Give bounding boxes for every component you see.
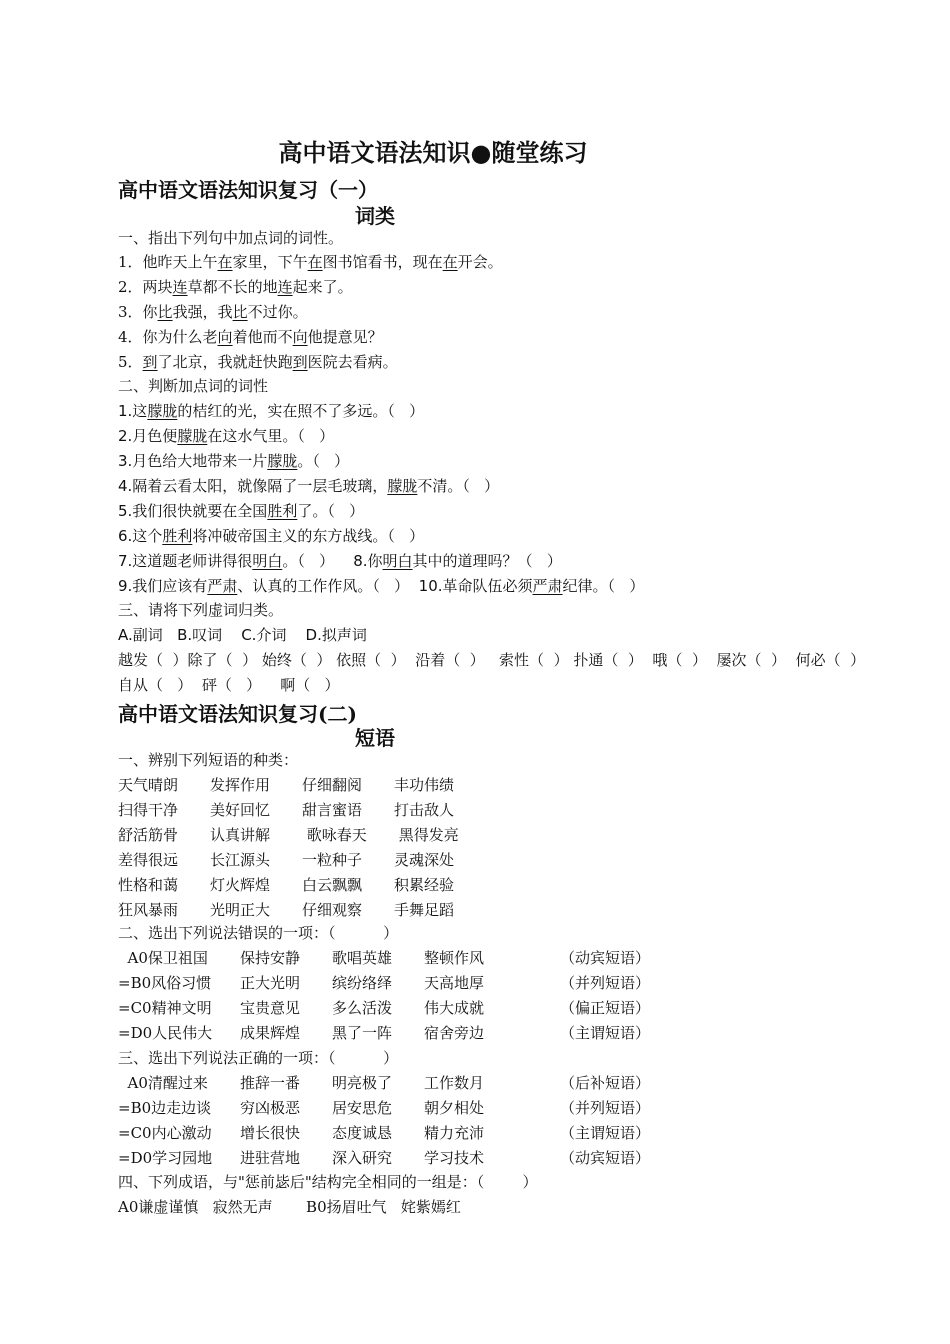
sentence-text: 6.这个 (118, 527, 163, 545)
s2-part3-cell: 深入研究 (332, 1149, 393, 1167)
s2-part2-cell: 宝贵意见 (240, 999, 301, 1017)
underlined-word: 连 (277, 278, 293, 296)
s2-part3-cell: 进驻营地 (240, 1149, 301, 1167)
s2-part1-row (118, 900, 486, 920)
s2-part2-cell: 歌唱英雄 (332, 949, 393, 967)
sentence-text: 不清。（ ） (417, 477, 500, 495)
s1-part2-item (118, 551, 562, 571)
s2-part2-cell: （偏正短语） (560, 999, 651, 1017)
section1-subtitle: 词类 (355, 204, 395, 228)
s2-part4-heading: 四、下列成语，与"惩前毖后"结构完全相同的一组是：（ ） (118, 1173, 538, 1191)
s2-part1-heading: 一、辨别下列短语的种类： (118, 751, 299, 769)
sentence-text: 家里，下午 (232, 253, 308, 271)
underlined-word: 严肃 (207, 577, 238, 595)
s1-part1-item (118, 277, 353, 297)
sentence-text: 2.月色便 (118, 427, 178, 445)
s2-part1-cell: 发挥作用 (210, 776, 271, 794)
page-title: 高中语文语法知识●随堂练习 (278, 138, 588, 167)
s1-part3-words-1: 越发（ ）除了（ ） 始终（ ） 依照（ ） 沿着（ ） 索性（ ） 扑通（ ） 哦（ ） 屡次（ ） 何必（ ） (118, 651, 866, 669)
underlined-word: 朦胧 (267, 452, 298, 470)
s2-part3-cell: =D0学习园地 (118, 1149, 213, 1167)
s2-part3-cell: A0清醒过来 (118, 1074, 208, 1092)
s1-part3-heading: 三、请将下列虚词归类。 (118, 601, 284, 619)
section1-title: 高中语文语法知识复习（一） (118, 178, 378, 202)
s2-part2-cell: 宿舍旁边 (424, 1024, 485, 1042)
s1-part2-item (118, 451, 349, 471)
sentence-text: 草都不长的地 (187, 278, 278, 296)
s2-part3-row (118, 1148, 650, 1168)
sentence-text: 起来了。 (292, 278, 353, 296)
s1-part2-item (118, 576, 644, 596)
s2-part1-row (118, 875, 486, 895)
sentence-text: 3.月色给大地带来一片 (118, 452, 268, 470)
s2-part1-row (118, 850, 486, 870)
s2-part1-cell: 一粒种子 (302, 851, 363, 869)
underlined-word: 朦胧 (147, 402, 178, 420)
s2-part3-row (118, 1073, 650, 1093)
s2-part4-line: A0谦虚谨慎 寂然无声 B0扬眉吐气 姹紫嫣红 (118, 1198, 461, 1216)
s2-part3-cell: 学习技术 (424, 1149, 485, 1167)
sentence-text: 其中的道理吗？（ ） (412, 552, 562, 570)
sentence-text: 5． (118, 353, 143, 371)
s2-part3-row (118, 1098, 650, 1118)
sentence-text: 7.这道题老师讲得很 (118, 552, 253, 570)
sentence-text: 他提意见？ (307, 328, 383, 346)
s2-part1-cell: 认真讲解 (210, 826, 271, 844)
underlined-word: 到 (292, 353, 308, 371)
s1-part1-item (118, 252, 503, 272)
underlined-word: 胜利 (162, 527, 193, 545)
underlined-word: 比 (232, 303, 248, 321)
s2-part2-row (118, 948, 650, 968)
underlined-word: 向 (217, 328, 233, 346)
s2-part3-cell: =B0边走边谈 (118, 1099, 212, 1117)
s2-part1-row (118, 825, 486, 845)
s2-part2-cell: （动宾短语） (560, 949, 651, 967)
s2-part2-cell: 缤纷络绎 (332, 974, 393, 992)
section2-title: 高中语文语法知识复习(二) (118, 702, 357, 726)
sentence-text: 4．你为什么老 (118, 328, 218, 346)
s2-part2-cell: （主谓短语） (560, 1024, 651, 1042)
s2-part3-cell: 明亮极了 (332, 1074, 393, 1092)
underlined-word: 在 (442, 253, 458, 271)
s1-part2-item (118, 426, 334, 446)
s2-part3-cell: =C0内心激动 (118, 1124, 212, 1142)
s2-part1-row (118, 800, 486, 820)
s2-part2-cell: 多么活泼 (332, 999, 393, 1017)
s2-part2-heading: 二、选出下列说法错误的一项：（ ） (118, 924, 399, 942)
sentence-text: 。（ ） 8.你 (282, 552, 383, 570)
underlined-word: 在 (307, 253, 323, 271)
s2-part1-cell: 美好回忆 (210, 801, 271, 819)
sentence-text: 了北京，我就赶快跑 (157, 353, 293, 371)
s2-part1-cell: 打击敌人 (394, 801, 455, 819)
s2-part1-cell: 积累经验 (394, 876, 455, 894)
sentence-text: 医院去看病。 (307, 353, 398, 371)
s1-part2-item (118, 476, 499, 496)
s2-part3-row (118, 1123, 650, 1143)
s2-part1-cell: 长江源头 (210, 851, 271, 869)
underlined-word: 胜利 (267, 502, 298, 520)
sentence-text: 图书馆看书，现在 (322, 253, 443, 271)
underlined-word: 比 (157, 303, 173, 321)
sentence-text: 1.这 (118, 402, 148, 420)
underlined-word: 在 (217, 253, 233, 271)
s2-part1-cell: 差得很远 (118, 851, 179, 869)
s1-part2-item (118, 401, 424, 421)
s2-part1-cell: 灯火辉煌 (210, 876, 271, 894)
s2-part3-cell: 推辞一番 (240, 1074, 301, 1092)
s1-part1-heading: 一、指出下列句中加点词的词性。 (118, 229, 344, 247)
sentence-text: 不过你。 (247, 303, 308, 321)
s2-part1-cell: 甜言蜜语 (302, 801, 363, 819)
sentence-text: 的桔红的光，实在照不了多远。（ ） (177, 402, 425, 420)
s2-part1-cell: 丰功伟绩 (394, 776, 455, 794)
s2-part2-cell: =B0风俗习惯 (118, 974, 212, 992)
underlined-word: 到 (142, 353, 158, 371)
s1-part2-item (118, 526, 424, 546)
sentence-text: 5.我们很快就要在全国 (118, 502, 268, 520)
s2-part2-cell: （并列短语） (560, 974, 651, 992)
s2-part1-cell: 灵魂深处 (394, 851, 455, 869)
s2-part1-cell: 性格和蔼 (118, 876, 179, 894)
s2-part2-row (118, 998, 650, 1018)
s1-part3-words-2: 自从（ ） 砰（ ） 啊（ ） (118, 676, 340, 694)
s1-part3-options: A.副词 B.叹词 C.介词 D.拟声词 (118, 626, 367, 644)
s2-part3-cell: （并列短语） (560, 1099, 651, 1117)
sentence-text: 了。（ ） (297, 502, 365, 520)
s2-part3-cell: 工作数月 (424, 1074, 485, 1092)
s2-part3-cell: 精力充沛 (424, 1124, 485, 1142)
underlined-word: 明白 (252, 552, 283, 570)
sentence-text: 9.我们应该有 (118, 577, 208, 595)
s2-part1-cell: 手舞足蹈 (394, 901, 455, 919)
s2-part1-cell: 光明正大 (210, 901, 271, 919)
s2-part2-cell: 成果辉煌 (240, 1024, 301, 1042)
sentence-text: 在这水气里。（ ） (207, 427, 335, 445)
underlined-word: 朦胧 (177, 427, 208, 445)
sentence-text: 、认真的工作作风。（ ） 10.革命队伍必须 (237, 577, 533, 595)
underlined-word: 向 (292, 328, 308, 346)
s2-part2-cell: 黑了一阵 (332, 1024, 393, 1042)
sentence-text: 1．他昨天上午 (118, 253, 218, 271)
s1-part1-item (118, 327, 383, 347)
sentence-text: 开会。 (457, 253, 503, 271)
s2-part3-cell: 态度诚恳 (332, 1124, 393, 1142)
s2-part2-cell: 天高地厚 (424, 974, 485, 992)
sentence-text: 4.隔着云看太阳，就像隔了一层毛玻璃， (118, 477, 388, 495)
s1-part1-item (118, 302, 308, 322)
s2-part3-cell: 居安思危 (332, 1099, 393, 1117)
underlined-word: 连 (172, 278, 188, 296)
s2-part2-cell: =D0人民伟大 (118, 1024, 213, 1042)
s1-part2-heading: 二、判断加点词的词性 (118, 377, 269, 395)
s2-part1-row (118, 775, 486, 795)
s2-part2-cell: 保持安静 (240, 949, 301, 967)
s2-part2-cell: 伟大成就 (424, 999, 485, 1017)
s2-part1-cell: 歌咏春天 (302, 826, 367, 844)
s2-part1-cell: 天气晴朗 (118, 776, 179, 794)
s2-part1-cell: 仔细翻阅 (302, 776, 363, 794)
sentence-text: 。（ ） (297, 452, 350, 470)
underlined-word: 明白 (382, 552, 413, 570)
s2-part3-cell: 增长很快 (240, 1124, 301, 1142)
section2-subtitle: 短语 (355, 726, 395, 750)
s2-part2-row (118, 973, 650, 993)
s2-part3-cell: （主谓短语） (560, 1124, 651, 1142)
s2-part2-cell: A0保卫祖国 (118, 949, 208, 967)
s2-part3-cell: 穷凶极恶 (240, 1099, 301, 1117)
s2-part1-cell: 狂风暴雨 (118, 901, 179, 919)
s2-part3-cell: （动宾短语） (560, 1149, 651, 1167)
s2-part3-heading: 三、选出下列说法正确的一项：（ ） (118, 1049, 399, 1067)
underlined-word: 朦胧 (387, 477, 418, 495)
sentence-text: 着他而不 (232, 328, 293, 346)
sentence-text: 我强，我 (172, 303, 233, 321)
s2-part1-cell: 仔细观察 (302, 901, 363, 919)
s2-part3-cell: 朝夕相处 (424, 1099, 485, 1117)
underlined-word: 严肃 (532, 577, 563, 595)
sentence-text: 3．你 (118, 303, 158, 321)
s1-part1-item (118, 352, 398, 372)
s2-part2-cell: =C0精神文明 (118, 999, 212, 1017)
s2-part2-cell: 正大光明 (240, 974, 301, 992)
s2-part2-row (118, 1023, 650, 1043)
s2-part3-cell: （后补短语） (560, 1074, 651, 1092)
s1-part2-item (118, 501, 364, 521)
s2-part1-cell: 黑得发亮 (394, 826, 459, 844)
s2-part2-cell: 整顿作风 (424, 949, 485, 967)
sentence-text: 纪律。（ ） (562, 577, 645, 595)
s2-part1-cell: 扫得干净 (118, 801, 179, 819)
sentence-text: 2．两块 (118, 278, 173, 296)
sentence-text: 将冲破帝国主义的东方战线。（ ） (192, 527, 425, 545)
s2-part1-cell: 白云飘飘 (302, 876, 363, 894)
s2-part1-cell: 舒活筋骨 (118, 826, 179, 844)
